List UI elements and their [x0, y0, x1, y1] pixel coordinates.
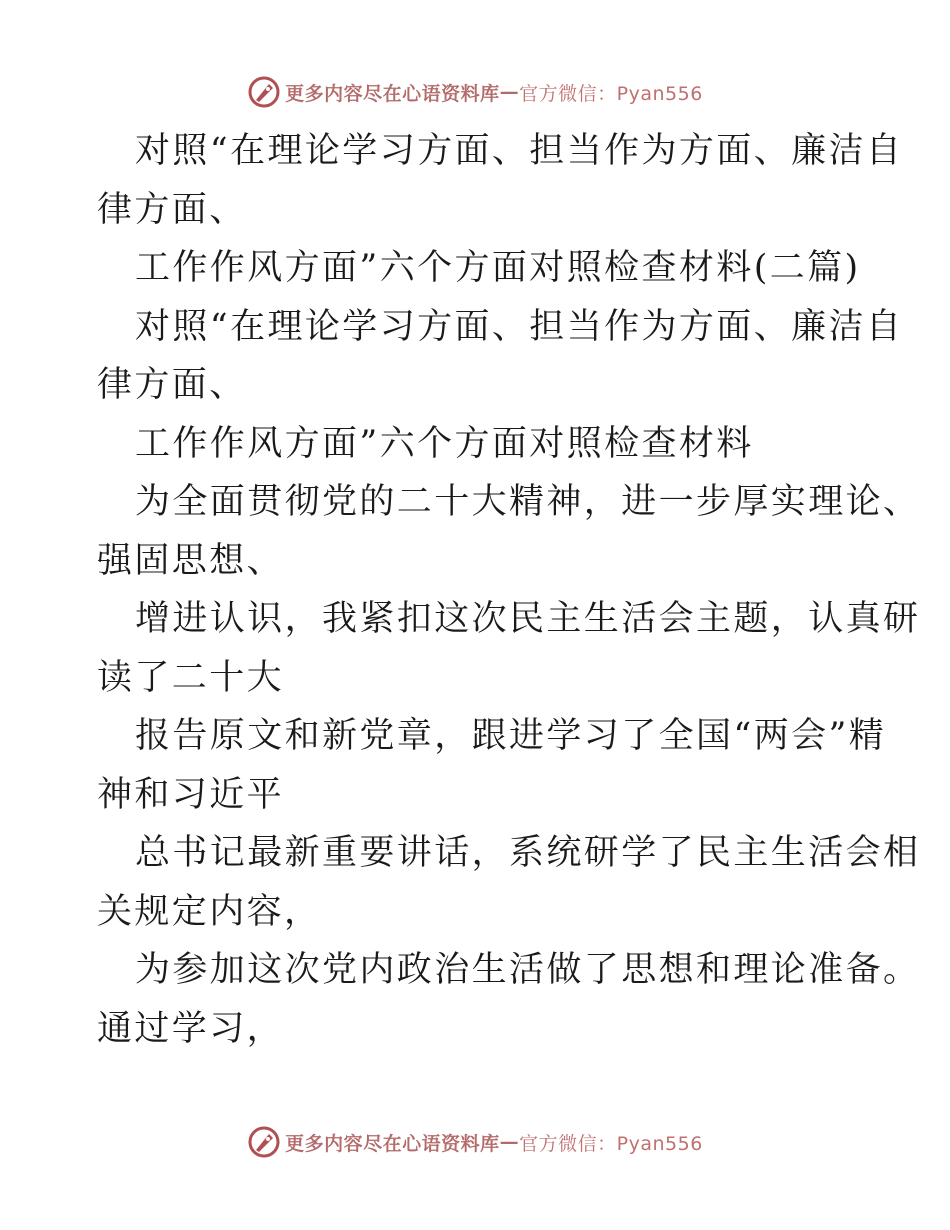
- body-line: 工作作风方面”六个方面对照检查材料: [135, 423, 754, 464]
- watermark-site-text: 更多内容尽在心语资料库: [285, 1132, 500, 1155]
- body-line: 对照“在理论学习方面、担当作为方面、廉洁自: [135, 306, 904, 347]
- body-line: 关规定内容，: [97, 891, 322, 932]
- footer-watermark: [0, 1122, 950, 1162]
- body-line: 律方面、: [97, 365, 247, 405]
- body-line: 通过学习，: [97, 1008, 285, 1049]
- body-line: 为全面贯彻党的二十大精神，进一步厚实理论、: [135, 482, 921, 522]
- header-watermark: [0, 72, 950, 112]
- pen-nib-logo-icon: [247, 1125, 281, 1159]
- watermark-site-text: 更多内容尽在心语资料库: [285, 82, 500, 105]
- body-line: 工作作风方面”六个方面对照检查材料(二篇): [135, 248, 861, 288]
- body-line: 强固思想、: [97, 540, 285, 581]
- body-line: 为参加这次党内政治生活做了思想和理论准备。: [135, 950, 921, 990]
- body-line: 对照“在理论学习方面、担当作为方面、廉洁自: [135, 131, 904, 171]
- watermark-dash: —: [499, 1131, 520, 1153]
- body-line: 总书记最新重要讲话，系统研学了民主生活会相: [135, 833, 921, 873]
- watermark-dash: —: [499, 81, 520, 103]
- watermark-wechat-text: 官方微信：Pyan556: [519, 82, 703, 105]
- body-line: 读了二十大: [97, 657, 285, 698]
- body-line: 增进认识，我紧扣这次民主生活会主题，认真研: [135, 599, 921, 639]
- pen-nib-logo-icon: [247, 75, 281, 109]
- body-line: 律方面、: [97, 189, 247, 230]
- watermark-wechat-text: 官方微信：Pyan556: [519, 1132, 703, 1155]
- document-body: [97, 122, 921, 1058]
- body-line: 神和习近平: [97, 774, 285, 815]
- body-line: 报告原文和新党章，跟进学习了全国“两会”精: [135, 716, 887, 756]
